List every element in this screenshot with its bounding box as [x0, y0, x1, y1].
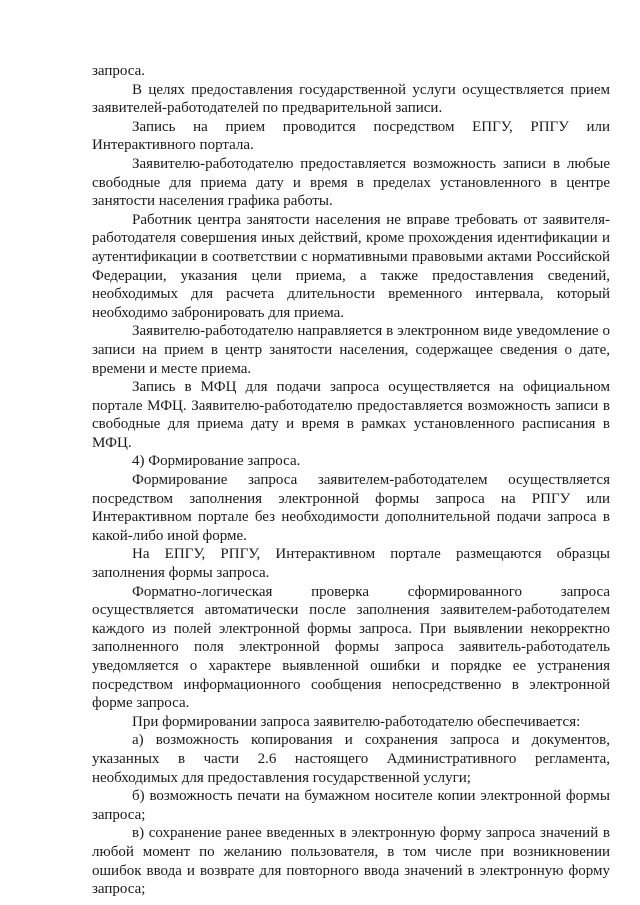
list-item: в) сохранение ранее введенных в электронную форму запроса значений в любой момент по желанию пользователя, в том числе при возникновении ошибок ввода и возврате для повторного ввода значений в электронную форму запроса; — [92, 825, 610, 898]
paragraph: Формирование запроса заявителем-работодателем осуществляется посредством заполнения электронной формы запроса на РПГУ или Интерактивном портале без необходимости дополнительной подачи запроса в какой-либо иной форме. — [92, 472, 610, 544]
paragraph: На ЕПГУ, РПГУ, Интерактивном портале размещаются образцы заполнения формы запроса. — [92, 546, 610, 582]
paragraph: Работник центра занятости населения не вправе требовать от заявителя-работодателя совершения иных действий, кроме прохождения идентификации и аутентификации в соответствии с нормативными правовыми актами Российской Федерации, указания цели приема, а также предоставления сведений, необходимых для расчета длительности временного интервала, который необходимо забронировать для приема. — [92, 211, 610, 321]
paragraph: Запись в МФЦ для подачи запроса осуществляется на официальном портале МФЦ. Заявителю-работодателю предоставляется возможность записи в свободные для приема дату и время в рамках установленного расписания в МФЦ. — [92, 379, 610, 451]
paragraph: В целях предоставления государственной услуги осуществляется прием заявителей-работодателей по предварительной записи. — [92, 81, 610, 117]
paragraph: запроса. — [92, 63, 146, 79]
paragraph: При формировании запроса заявителю-работодателю обеспечивается: — [132, 713, 581, 730]
paragraph: Запись на прием проводится посредством ЕПГУ, РПГУ или Интерактивного портала. — [92, 118, 610, 154]
paragraph: Форматно-логическая проверка сформированного запроса осуществляется автоматически после заполнения заявителем-работодателем каждого из полей электронной формы запроса. При выявлении некорректно заполненного поля электронной формы запроса заявитель-работодатель уведомляется о характере выявленной ошибки и порядке ее устранения посредством информационного сообщения непосредственно в электронной форме запроса. — [92, 583, 610, 712]
list-item: а) возможность копирования и сохранения запроса и документов, указанных в части 2.6 настоящего Административного регламента, необходимых для предоставления государственной услуги; — [92, 732, 610, 786]
document-body — [92, 62, 610, 899]
section-heading: 4) Формирование запроса. — [132, 453, 301, 470]
paragraph: Заявителю-работодателю направляется в электронном виде уведомление о записи на прием в центр занятости населения, содержащее сведения о дате, времени и месте приема. — [92, 323, 610, 377]
list-item: б) возможность печати на бумажном носителе копии электронной формы запроса; — [92, 788, 610, 823]
paragraph: Заявителю-работодателю предоставляется возможность записи в любые свободные для приема дату и время в пределах установленного в центре занятости населения графика работы. — [92, 155, 610, 210]
